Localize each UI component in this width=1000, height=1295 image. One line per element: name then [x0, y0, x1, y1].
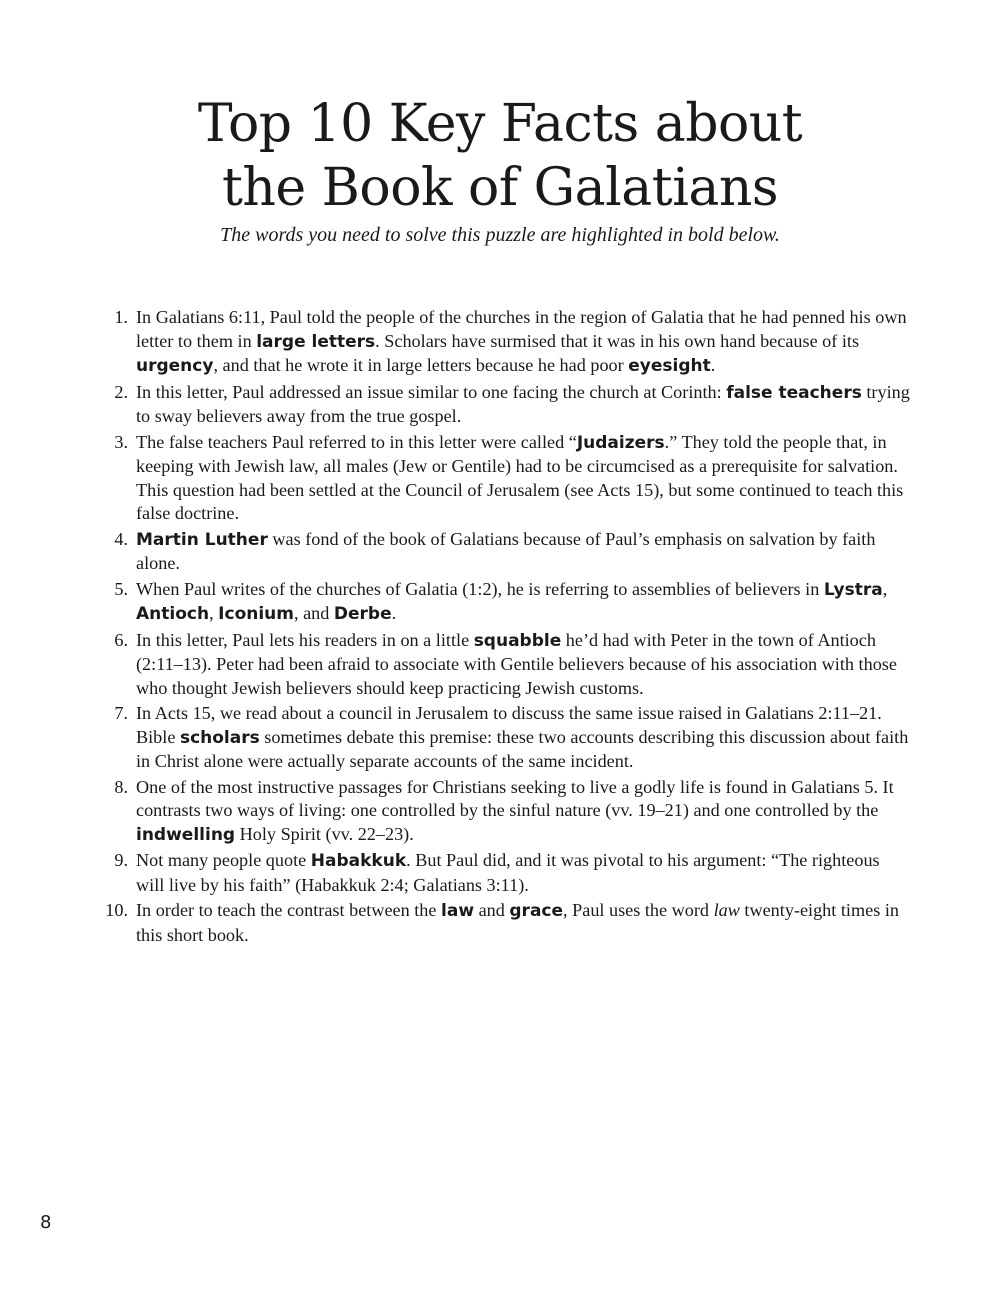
fact-text-segment: trying to sway believers away from the true gospel. — [136, 381, 910, 426]
fact-number: 4. — [114, 528, 128, 549]
fact-number: 5. — [114, 578, 128, 599]
fact-text-segment: he’d had with Peter in the town of Antioch (2:11–13). Peter had been afraid to associate with Gentile believers because of his association with those who thought Jewish believers should keep practicing Jewish customs. — [136, 629, 897, 698]
puzzle-keyword: squabble — [473, 630, 562, 651]
fact-text-segment: , — [209, 603, 219, 623]
fact-text — [136, 702, 910, 774]
puzzle-keyword: eyesight — [628, 356, 711, 376]
fact-text-segment: The false teachers Paul referred to in this letter were called “ — [136, 431, 577, 452]
fact-text-segment: sometimes debate this premise: these two accounts describing this discussion about faith in Christ alone were actually separate accounts of the same incident. — [136, 726, 909, 771]
fact-text-segment: .” They told the people that, in keeping with Jewish law, all males (Jew or Gentile) had to be circumcised as a prerequisite for salvation. This question had been settled at the Council of Jerusalem (see Acts 15), but some continued to teach this false doctrine. — [136, 431, 904, 523]
fact-number: 8. — [114, 776, 128, 797]
page-subtitle: The words you need to solve this puzzle are highlighted in bold below. — [220, 224, 780, 246]
page-number: 8 — [40, 1212, 52, 1233]
puzzle-keyword: false teachers — [726, 382, 862, 403]
fact-number: 9. — [114, 850, 128, 870]
fact-text-segment: , Paul uses the word — [563, 900, 714, 920]
fact-text-segment: twenty-eight times in this short book. — [136, 900, 899, 945]
fact-text-segment: , and that he wrote it in large letters because he had poor — [213, 355, 629, 375]
fact-text-segment: and — [474, 900, 510, 920]
fact-text-segment: was fond of the book of Galatians because of Paul’s emphasis on salvation by faith alone. — [136, 528, 876, 573]
fact-text — [136, 306, 910, 379]
emphasis-text: law — [713, 900, 740, 920]
fact-text — [136, 899, 910, 947]
fact-text-segment: , and — [294, 603, 334, 623]
fact-item — [98, 306, 910, 379]
fact-text-segment: Holy Spirit (vv. 22–23). — [235, 823, 414, 844]
fact-text — [136, 629, 910, 701]
fact-number: 1. — [114, 307, 128, 327]
fact-text-segment: Not many people quote — [136, 850, 311, 870]
fact-text — [136, 381, 910, 429]
fact-item — [98, 381, 910, 429]
fact-item — [98, 431, 910, 526]
fact-text — [136, 578, 910, 627]
puzzle-keyword: Antioch — [136, 604, 210, 624]
fact-text-segment: In this letter, Paul lets his readers in on a little — [136, 629, 474, 650]
puzzle-keyword: Habakkuk — [310, 851, 407, 871]
puzzle-keyword: Lystra — [823, 579, 883, 600]
fact-text-segment: . But Paul did, and it was pivotal to his argument: “The righteous will live by his faith” (Habakkuk 2:4; Galatians 3:11). — [136, 850, 880, 895]
puzzle-keyword: large letters — [256, 331, 376, 352]
fact-number: 3. — [114, 431, 128, 452]
fact-text-segment: In Galatians 6:11, Paul told the people of the churches in the region of Galatia that he had penned his own letter to them in — [136, 307, 907, 351]
title-line-1: Top 10 Key Facts about — [197, 94, 803, 154]
fact-text-segment: In Acts 15, we read about a council in Jerusalem to discuss the same issue raised in Galatians 2:11–21. Bible — [136, 703, 882, 747]
puzzle-keyword: grace — [509, 901, 564, 921]
fact-item — [98, 776, 910, 848]
fact-item — [98, 528, 910, 576]
puzzle-keyword: Iconium — [218, 604, 294, 624]
fact-item — [98, 578, 910, 627]
title-line-2: the Book of Galatians — [221, 158, 778, 218]
fact-number: 10. — [105, 900, 128, 920]
fact-text-segment: , — [882, 578, 888, 599]
facts-list — [98, 306, 910, 949]
fact-item — [98, 899, 910, 947]
fact-item — [98, 629, 910, 701]
fact-text — [136, 431, 910, 526]
fact-text-segment: One of the most instructive passages for Christians seeking to live a godly life is found in Galatians 5. It contrasts two ways of living: one controlled by the sinful nature (vv. 19–21) and one controlled by the — [136, 776, 894, 820]
page-title — [0, 92, 1000, 220]
fact-text-segment: . Scholars have surmised that it was in his own hand because of its — [375, 330, 860, 351]
puzzle-keyword: indwelling — [136, 824, 236, 845]
fact-number: 2. — [114, 381, 128, 402]
fact-text-segment: In order to teach the contrast between the — [136, 900, 442, 920]
fact-text — [136, 776, 910, 848]
fact-number: 6. — [114, 629, 128, 650]
fact-text — [136, 849, 910, 897]
puzzle-keyword: Derbe — [333, 604, 392, 624]
fact-text — [136, 528, 910, 576]
puzzle-keyword: scholars — [179, 727, 260, 748]
fact-text-segment: . — [391, 603, 397, 623]
fact-text-segment: . — [710, 355, 716, 375]
fact-text-segment: In this letter, Paul addressed an issue similar to one facing the church at Corinth: — [136, 381, 727, 402]
fact-item — [98, 849, 910, 897]
puzzle-keyword: urgency — [136, 356, 214, 376]
puzzle-keyword: law — [441, 901, 475, 921]
fact-number: 7. — [114, 703, 128, 723]
puzzle-keyword: Judaizers — [576, 432, 665, 453]
fact-text-segment: When Paul writes of the churches of Galatia (1:2), he is referring to assemblies of believers in — [136, 578, 824, 599]
fact-item — [98, 702, 910, 774]
puzzle-keyword: Martin Luther — [136, 529, 268, 550]
